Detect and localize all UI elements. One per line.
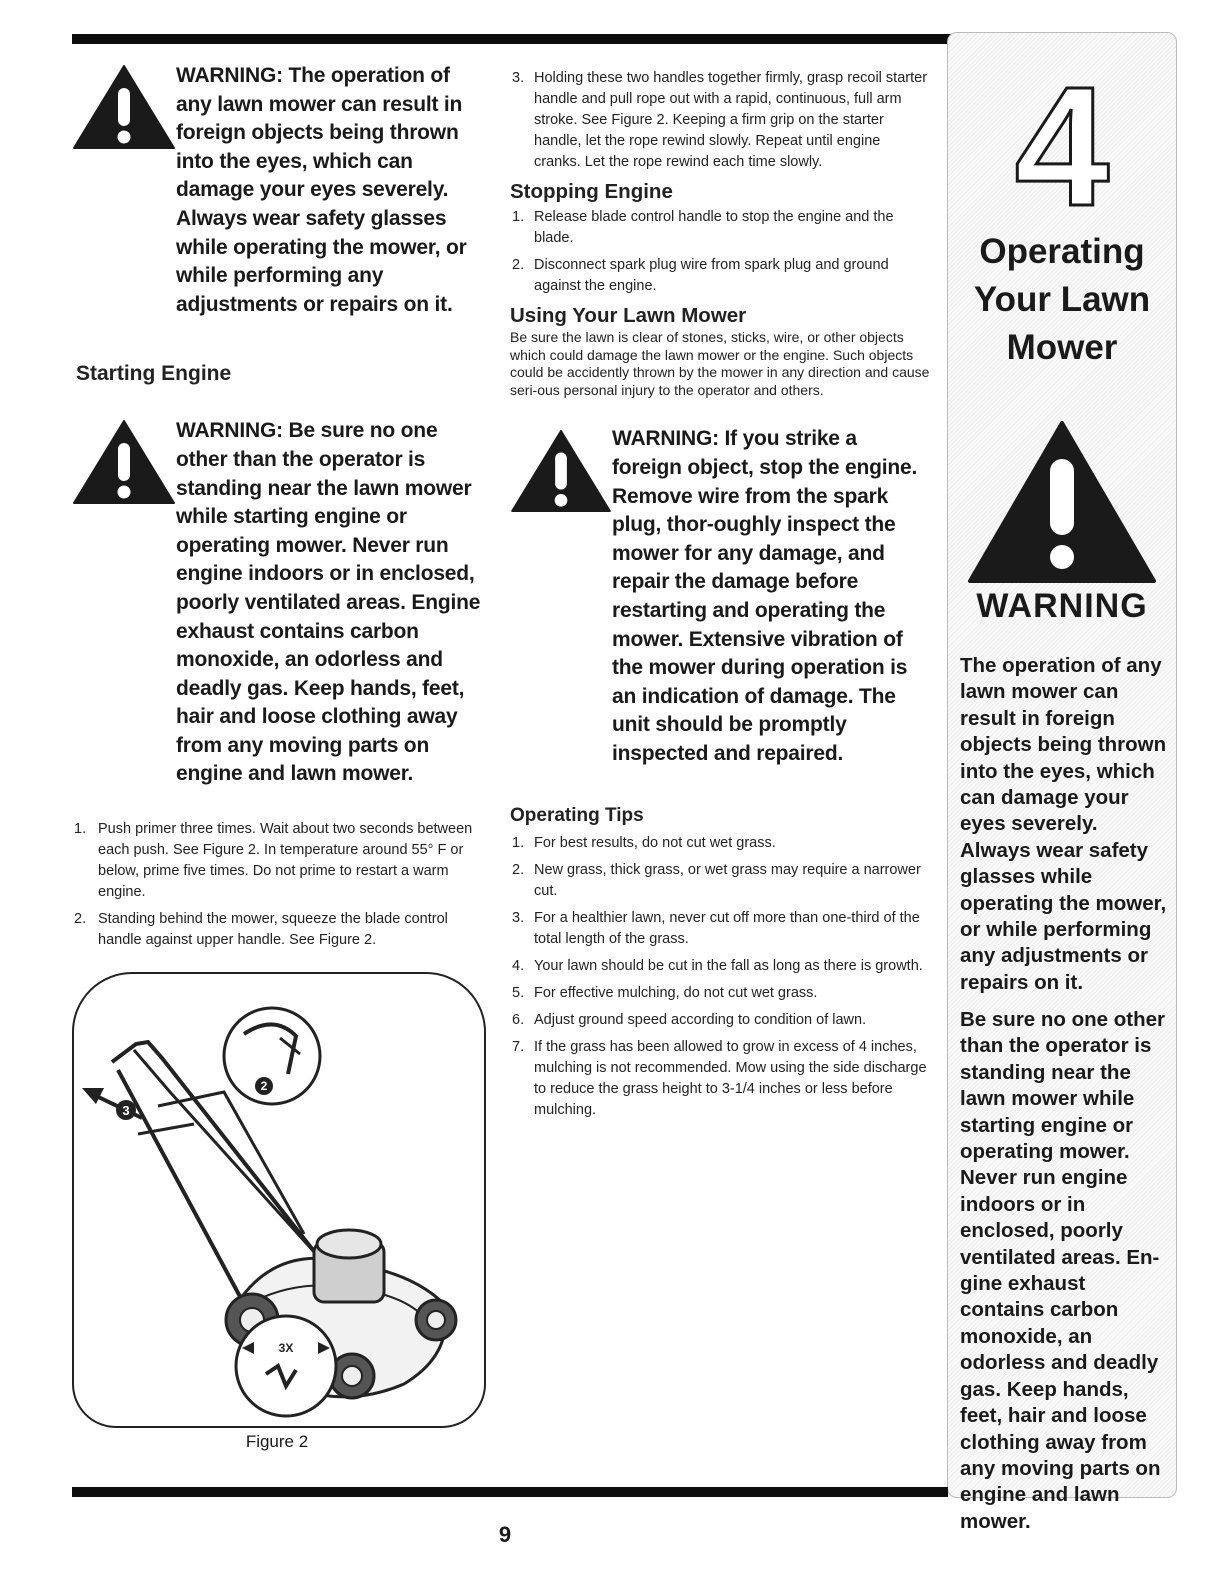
sidebar-warning-eyes: The operation of any lawn mower can result in foreign objects being thrown into the eyes, which can damage your eyes severely. Always wear safety glasses while operating the mower, or while performing any adjustments or repairs on it. bbox=[960, 654, 1167, 994]
warning-block-eyes bbox=[72, 62, 492, 319]
warning-text: WARNING: The operation of any lawn mower can result in foreign objects being thrown into the eyes, which can damage your eyes severely. Always wear safety glasses while operating the mower, or while performing any adjustments or repairs on it. bbox=[176, 64, 467, 316]
figure-2-lawn-mower bbox=[72, 972, 486, 1428]
chapter-number bbox=[1012, 55, 1112, 225]
list-item: 5. For effective mulching, do not cut wet grass. bbox=[512, 984, 818, 1001]
svg-text:4: 4 bbox=[1014, 55, 1110, 225]
starting-steps-list bbox=[72, 819, 492, 951]
list-item: 4. Your lawn should be cut in the fall as long as there is growth. bbox=[512, 957, 923, 974]
warning-text: WARNING: If you strike a foreign object, stop the engine. Remove wire from the spark plug, thor-oughly inspect the mower for any damage, and repair the damage before restarting and operating the mower. Extensive vibration of the mower during operation is an indication of damage. The unit should be promptly inspected and repaired. bbox=[612, 427, 918, 765]
svg-text:3X: 3X bbox=[278, 1341, 294, 1355]
left-column bbox=[72, 62, 492, 957]
list-item: 7. If the grass has been allowed to grow in excess of 4 inches, mulching is not recommended. Mow using the side discharge to reduce the grass height to 3-1/4 inches or less before mulching. bbox=[512, 1038, 927, 1118]
starting-engine-heading: Starting Engine bbox=[76, 362, 232, 386]
chapter-title: Operating Your Lawn Mower bbox=[973, 232, 1151, 367]
warning-text: WARNING: Be sure no one other than the operator is standing near the lawn mower while starting engine or operating mower. Never run engine indoors or in enclosed, poorly ventilated areas. Engine exhaust contains carbon monoxide, an odorless and deadly gas. Keep hands, feet, hair and loose clothing away from any moving parts on engine and lawn mower. bbox=[176, 419, 481, 786]
middle-column bbox=[510, 68, 930, 1127]
operating-tips-list bbox=[510, 833, 930, 1121]
list-item: 6. Adjust ground speed according to condition of lawn. bbox=[512, 1011, 867, 1028]
sidebar-warning-operator: Be sure no one other than the operator is standing near the lawn mower while starting engine or operating mower. Never run engine indoors or in enclosed, poorly ventilated areas. En-gine exhaust contains carbon monoxide, an odorless and deadly gas. Keep hands, feet, hair and loose clothing away from any moving parts on engine and lawn mower. bbox=[960, 1008, 1166, 1533]
top-rule bbox=[72, 34, 952, 44]
list-item: 3. Holding these two handles together firmly, grasp recoil starter handle and pull rope out with a rapid, continuous, full arm stroke. See Figure 2. Keeping a firm grip on the starter handle, let the rope rewind slowly. Repeat until engine cranks. Let the rope rewind each time slowly. bbox=[512, 70, 928, 170]
warning-triangle-icon bbox=[510, 429, 612, 513]
svg-text:3: 3 bbox=[122, 1103, 130, 1118]
bottom-rule bbox=[72, 1487, 948, 1497]
warning-block-operator bbox=[72, 417, 492, 789]
operating-tips-heading: Operating Tips bbox=[510, 804, 644, 826]
stopping-engine-heading: Stopping Engine bbox=[510, 180, 673, 203]
list-item: 2. Disconnect spark plug wire from spark plug and ground against the engine. bbox=[512, 257, 889, 294]
list-item: 2. Standing behind the mower, squeeze the blade control handle against upper handle. See Figure 2. bbox=[74, 911, 448, 949]
starting-step-3 bbox=[510, 68, 930, 173]
chapter-sidebar bbox=[947, 32, 1177, 1533]
warning-triangle-icon bbox=[72, 419, 176, 505]
list-item: 3. For a healthier lawn, never cut off more than one-third of the total length of the grass. bbox=[512, 909, 920, 947]
lawn-mower-illustration bbox=[74, 974, 484, 1426]
stopping-steps-list bbox=[510, 207, 930, 297]
warning-block-foreign-object bbox=[510, 425, 930, 768]
page-number: 9 bbox=[498, 1522, 512, 1547]
list-item: 1. Release blade control handle to stop the engine and the blade. bbox=[512, 209, 894, 246]
using-mower-text: Be sure the lawn is clear of stones, sticks, wire, or other objects which could damage the lawn mower or the engine. Such objects could be accidently thrown by the mower in any direction and cause seri-ous personal injury to the operator and others. bbox=[510, 329, 930, 398]
using-mower-heading: Using Your Lawn Mower bbox=[510, 304, 747, 327]
figure-caption: Figure 2 bbox=[245, 1432, 309, 1451]
list-item: 1. For best results, do not cut wet grass. bbox=[512, 834, 776, 851]
svg-text:2: 2 bbox=[260, 1079, 268, 1093]
list-item: 1. Push primer three times. Wait about two seconds between each push. See Figure 2. In temperature around 55° F or below, prime five times. Do not prime to restart a warm engine. bbox=[74, 821, 473, 901]
warning-triangle-icon bbox=[966, 419, 1158, 585]
warning-triangle-icon bbox=[72, 64, 176, 150]
warning-label: WARNING bbox=[976, 587, 1148, 625]
list-item: 2. New grass, thick grass, or wet grass may require a narrower cut. bbox=[512, 861, 921, 899]
